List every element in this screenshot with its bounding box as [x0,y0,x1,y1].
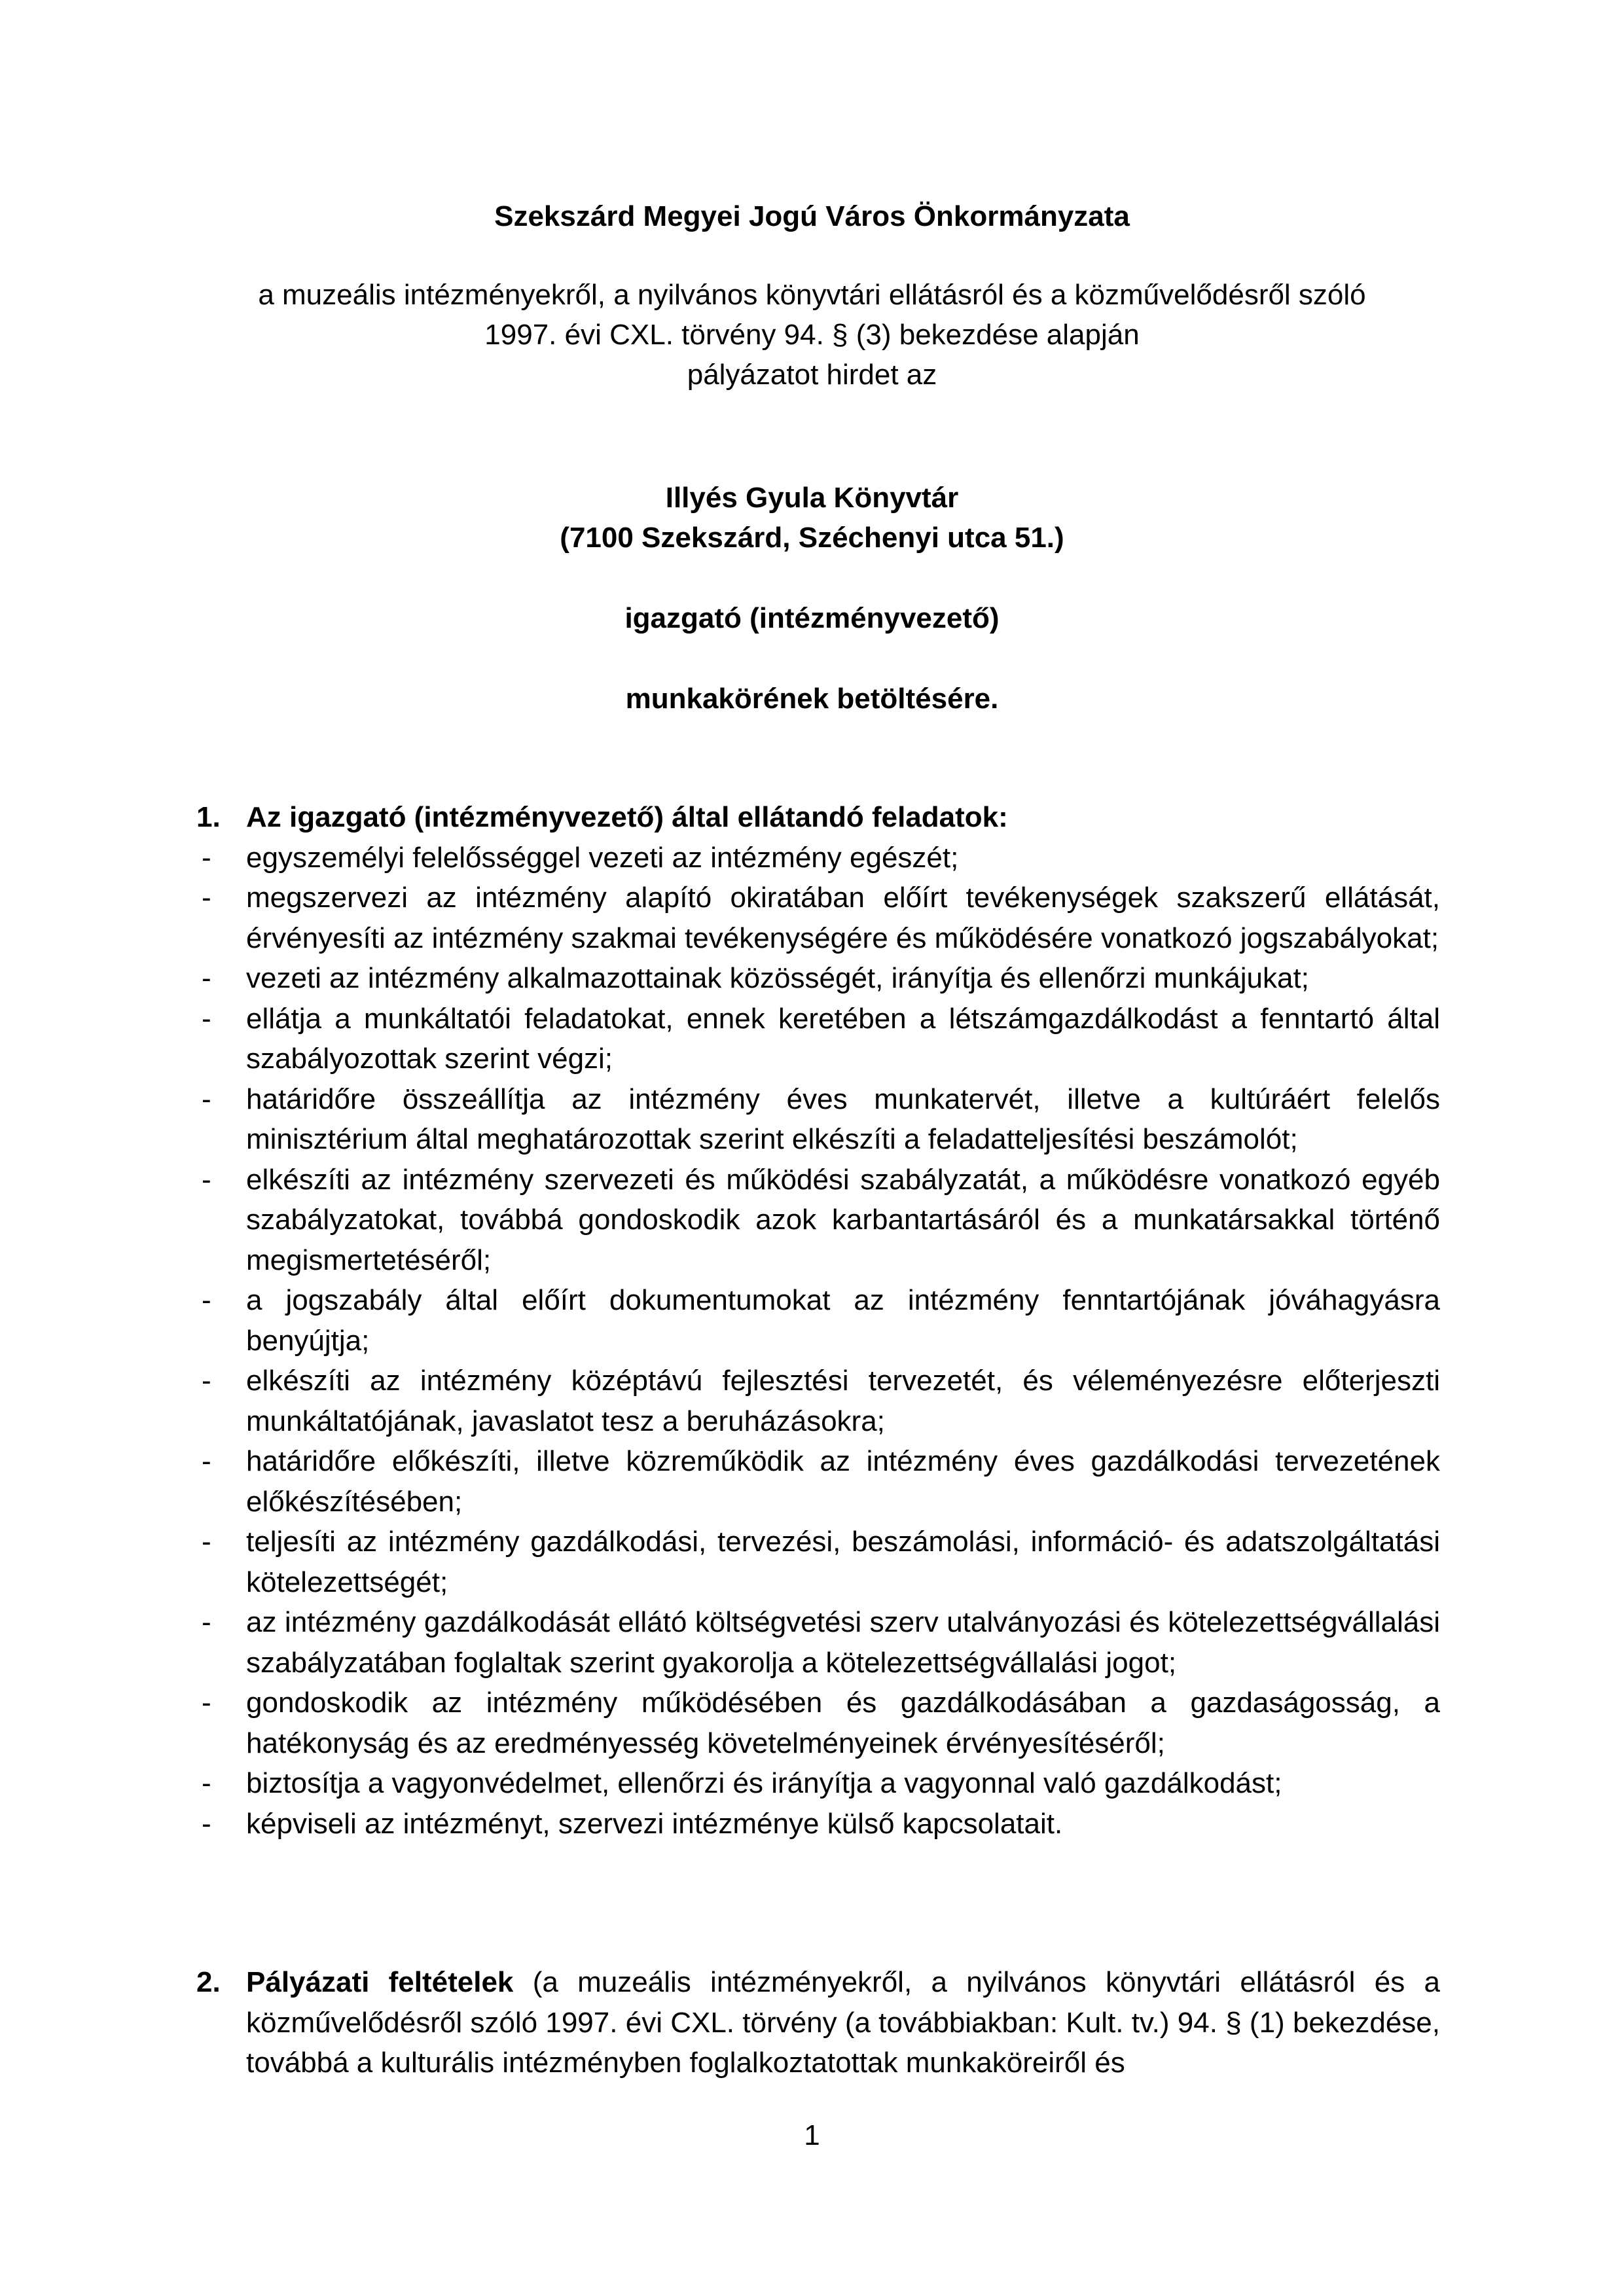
legal-basis-line-1: a muzeális intézményekről, a nyilvános könyvtári ellátásról és a közművelődésről szóló [258,279,1366,311]
duties-list [196,838,1440,1844]
list-item-text: egyszemélyi felelősséggel vezeti az intézmény egészét; [246,841,959,874]
dash-bullet-icon: - [202,1526,211,1558]
list-item-text: biztosítja a vagyonvédelmet, ellenőrzi és irányítja a vagyonnal való gazdálkodást; [246,1767,1282,1799]
list-item [196,999,1440,1079]
institution-name: Illyés Gyula Könyvtár [665,482,959,514]
section-1-duties [196,797,1440,1844]
legal-basis-line-3: pályázatot hirdet az [687,359,937,391]
issuer-heading: Szekszárd Megyei Jogú Város Önkormányzata [494,200,1130,232]
position-title: igazgató (intézményvezető) [624,602,1000,634]
list-item [196,1361,1440,1441]
list-item [196,1602,1440,1683]
list-item [196,1804,1440,1844]
list-item [196,1763,1440,1804]
section-2-number: 2. [196,1966,221,1998]
list-item-text: ellátja a munkáltatói feladatokat, ennek keretében a létszámgazdálkodást a fenntartó által szabályozottak szerint végzi; [246,1002,1440,1075]
page-number: 1 [804,2119,820,2151]
list-item [196,1522,1440,1602]
list-item-text: képviseli az intézményt, szervezi intézménye külső kapcsolatait. [246,1807,1063,1840]
list-item [196,958,1440,999]
list-item [196,1683,1440,1763]
list-item-text: határidőre összeállítja az intézmény éves munkatervét, illetve a kultúráért felelős minisztérium által meghatározottak szerint elkészíti a feladatteljesítési beszámolót; [246,1083,1440,1155]
section-1-title: Az igazgató (intézményvezető) által ellátandó feladatok: [246,801,1008,833]
dash-bullet-icon: - [202,1767,211,1799]
position-purpose: munkakörének betöltésére. [625,683,999,715]
section-2-text: (a muzeális intézményekről, a nyilvános könyvtári ellátásról és a közművelődésről szóló 1997. évi CXL. törvény (a továbbiakban: Kult. tv.) 94. § (1) bekezdése, továbbá a kulturális intézményben foglalkoztatottak munkaköreiről és [246,1966,1440,2079]
dash-bullet-icon: - [202,1284,211,1316]
list-item-text: teljesíti az intézmény gazdálkodási, tervezési, beszámolási, információ- és adatszolgáltatási kötelezettségét; [246,1526,1440,1598]
dash-bullet-icon: - [202,1365,211,1397]
list-item-text: gondoskodik az intézmény működésében és gazdálkodásában a gazdaságosság, a hatékonyság és az eredményesség követelményeinek érvényesítéséről; [246,1687,1440,1759]
dash-bullet-icon: - [202,1606,211,1638]
list-item-text: határidőre előkészíti, illetve közreműködik az intézmény éves gazdálkodási tervezetének előkészítésében; [246,1445,1440,1518]
list-item-text: az intézmény gazdálkodását ellátó költségvetési szerv utalványozási és kötelezettségvállalási szabályzatában foglaltak szerint gyakorolja a kötelezettségvállalási jogot; [246,1606,1440,1679]
dash-bullet-icon: - [202,1807,211,1840]
list-item [196,878,1440,958]
dash-bullet-icon: - [202,1687,211,1719]
section-2-title: Pályázati feltételek [246,1966,514,1998]
section-2-conditions [196,1962,1440,2083]
dash-bullet-icon: - [202,962,211,994]
dash-bullet-icon: - [202,841,211,874]
list-item [196,838,1440,878]
list-item-text: megszervezi az intézmény alapító okiratában előírt tevékenységek szakszerű ellátását, érvényesíti az intézmény szakmai tevékenységére és működésére vonatkozó jogszabályokat; [246,882,1440,954]
dash-bullet-icon: - [202,1002,211,1035]
institution-address: (7100 Szekszárd, Széchenyi utca 51.) [560,522,1064,554]
section-1-heading [196,797,1440,838]
list-item-text: a jogszabály által előírt dokumentumokat az intézmény fenntartójának jóváhagyásra benyújtja; [246,1284,1440,1357]
section-1-number: 1. [196,801,221,833]
list-item [196,1160,1440,1281]
dash-bullet-icon: - [202,1445,211,1477]
legal-basis-line-2: 1997. évi CXL. törvény 94. § (3) bekezdése alapján [484,319,1140,351]
list-item [196,1280,1440,1361]
section-2-paragraph [196,1962,1440,2083]
list-item-text: elkészíti az intézmény középtávú fejlesztési tervezetét, és véleményezésre előterjeszti munkáltatójának, javaslatot tesz a beruházásokra; [246,1365,1440,1437]
dash-bullet-icon: - [202,1163,211,1196]
list-item-text: elkészíti az intézmény szervezeti és működési szabályzatát, a működésre vonatkozó egyéb szabályzatokat, továbbá gondoskodik azok karbantartásáról és a munkatársakkal történő megismertetéséről; [246,1163,1440,1276]
list-item [196,1079,1440,1160]
list-item-text: vezeti az intézmény alkalmazottainak közösségét, irányítja és ellenőrzi munkájukat; [246,962,1309,994]
list-item [196,1441,1440,1522]
dash-bullet-icon: - [202,1083,211,1115]
dash-bullet-icon: - [202,882,211,914]
